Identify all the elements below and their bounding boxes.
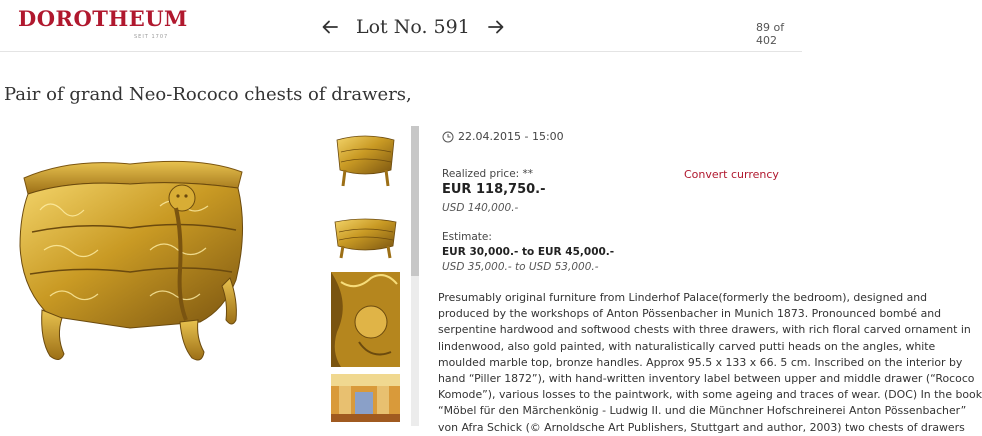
lot-title: Lot No. 591 [356, 16, 470, 38]
description-line: serpentine hardwood and softwood chests with three drawers, with rich floral carved ornament in [438, 323, 971, 337]
thumbnail-interior-room-image [331, 374, 400, 422]
description-line: Komode”), various losses to the paintwork, with some ageing and traces of wear. (DOC) In the book [438, 388, 982, 402]
estimate-usd: USD 35,000.- to USD 53,000.- [442, 261, 599, 273]
thumbnail-2[interactable] [331, 212, 400, 262]
thumbnail-3[interactable] [331, 272, 400, 367]
description-line: “Möbel für den Märchenkönig - Ludwig II. und die Münchner Hofschreinerei Anton Pössenbacher” [438, 404, 967, 418]
lot-counter: 89 of 402 [756, 21, 785, 47]
header [0, 0, 802, 52]
commode-image [10, 150, 250, 390]
realized-price-eur: EUR 118,750.- [442, 182, 546, 197]
arrow-right-icon [487, 18, 505, 36]
auction-date-text: 22.04.2015 - 15:00 [458, 130, 564, 143]
estimate-label: Estimate: [442, 231, 492, 243]
description-line: moulded marble top, bronze handles. Approx 95.5 x 133 x 66. 5 cm. Inscribed on the interior by [438, 355, 963, 369]
estimate-eur: EUR 30,000.- to EUR 45,000.- [442, 246, 615, 258]
convert-currency-link[interactable]: Convert currency [684, 168, 779, 181]
description-line: produced by the workshops of Anton Pössenbacher in Munich 1873. Pronounced bombé and [438, 307, 942, 321]
lot-description [438, 290, 982, 436]
item-title: Pair of grand Neo-Rococo chests of drawers, [4, 84, 412, 105]
description-line: Presumably original furniture from Linderhof Palace(formerly the bedroom), designed and [438, 291, 928, 304]
thumbnail-scrollbar[interactable] [411, 126, 419, 426]
arrow-left-icon [321, 18, 339, 36]
next-lot-button[interactable] [484, 15, 508, 39]
lot-navigation [318, 12, 508, 42]
main-lot-image[interactable] [10, 150, 250, 390]
realized-price-usd: USD 140,000.- [442, 202, 519, 214]
thumbnail-4[interactable] [331, 374, 400, 422]
scrollbar-thumb[interactable] [411, 126, 419, 276]
logo-subtext: SEIT 1707 [134, 34, 169, 40]
previous-lot-button[interactable] [318, 15, 342, 39]
description-line: von Afra Schick (© Arnoldsche Art Publishers, Stuttgart and author, 2003) two chests of drawers [438, 420, 965, 434]
description-line: lindenwood, also gold painted, with naturalistically carved putti heads on the angles, white [438, 339, 936, 353]
dorotheum-logo[interactable] [18, 6, 188, 40]
realized-price-label: Realized price: ** [442, 168, 534, 180]
thumbnail-commode-front-image [331, 130, 400, 193]
thumbnail-1[interactable] [331, 130, 400, 193]
thumbnail-commode-side-image [331, 212, 400, 262]
clock-icon [442, 131, 454, 143]
description-line: hand “Piller 1872”), with hand-written inventory label between upper and middle drawer (“Rococo [438, 371, 975, 385]
thumbnail-putto-detail-image [331, 272, 400, 367]
auction-date [442, 130, 564, 143]
logo-text: DOROTHEUM [18, 6, 188, 31]
